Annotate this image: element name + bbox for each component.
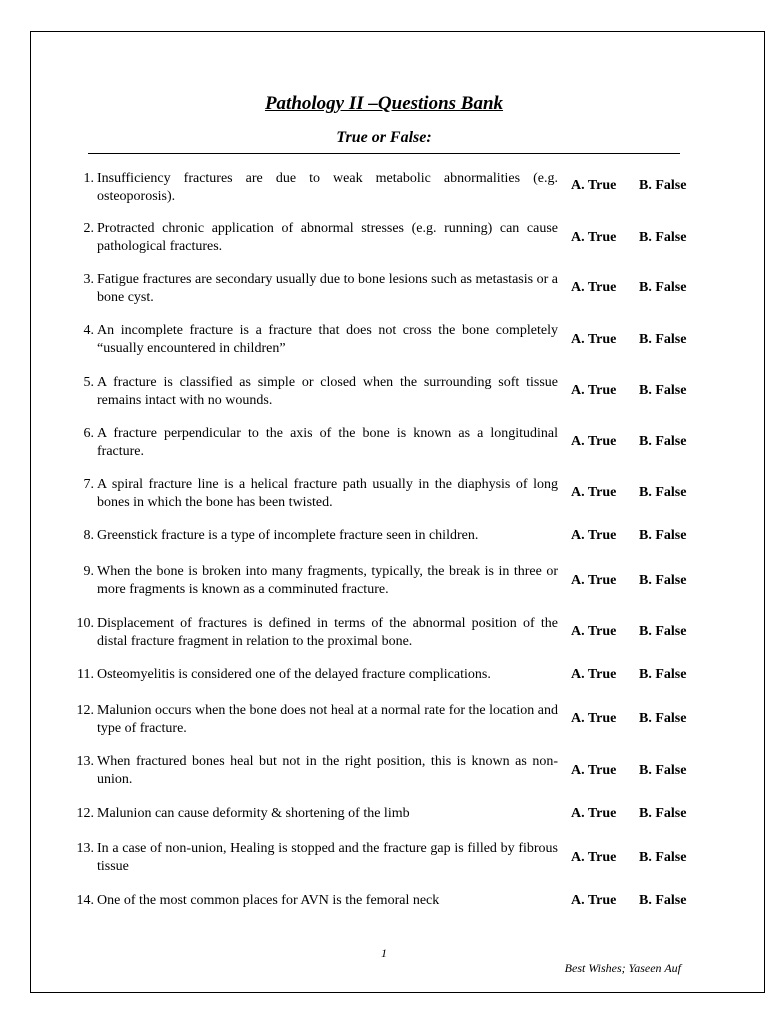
question-number: 3. — [83, 272, 94, 287]
option-false[interactable]: B. False — [639, 230, 687, 245]
question-number: 1. — [83, 171, 94, 186]
question-text: Fatigue fractures are secondary usually due to bone lesions such as metastasis or a bone cyst. — [97, 272, 558, 305]
option-true[interactable]: A. True — [571, 485, 617, 500]
question-text: Insufficiency fractures are due to weak metabolic abnormalities (e.g. osteoporosis). — [97, 171, 558, 204]
question-text: Malunion occurs when the bone does not heal at a normal rate for the location and type of fracture. — [97, 703, 558, 736]
question-number: 12. — [76, 703, 94, 718]
question-number: 5. — [83, 375, 94, 390]
option-true[interactable]: A. True — [571, 528, 617, 543]
option-true[interactable]: A. True — [571, 178, 617, 193]
question-number: 14. — [76, 893, 94, 908]
question-text: One of the most common places for AVN is the femoral neck — [97, 893, 440, 908]
option-false[interactable]: B. False — [639, 850, 687, 865]
question-text: Protracted chronic application of abnormal stresses (e.g. running) can cause pathological fractures. — [97, 221, 558, 254]
question-number: 13. — [76, 754, 94, 769]
question-text: In a case of non-union, Healing is stopped and the fracture gap is filled by fibrous tissue — [97, 841, 558, 874]
option-true[interactable]: A. True — [571, 806, 617, 821]
option-true[interactable]: A. True — [571, 711, 617, 726]
option-true[interactable]: A. True — [571, 893, 617, 908]
question-number: 7. — [83, 477, 94, 492]
option-true[interactable]: A. True — [571, 280, 617, 295]
option-false[interactable]: B. False — [639, 763, 687, 778]
question-text: When the bone is broken into many fragments, typically, the break is in three or more fragments is known as a comminuted fracture. — [97, 564, 558, 597]
option-true[interactable]: A. True — [571, 332, 617, 347]
question-number: 9. — [83, 564, 94, 579]
question-text: A fracture perpendicular to the axis of the bone is known as a longitudinal fracture. — [97, 426, 558, 459]
question-text: Displacement of fractures is defined in terms of the abnormal position of the distal fracture fragment in relation to the proximal bone. — [97, 616, 558, 649]
question-number: 2. — [83, 221, 94, 236]
option-false[interactable]: B. False — [639, 528, 687, 543]
question-text: A spiral fracture line is a helical fracture path usually in the diaphysis of long bones in which the bone has been twisted. — [97, 477, 558, 510]
question-number: 13. — [76, 841, 94, 856]
option-true[interactable]: A. True — [571, 573, 617, 588]
option-true[interactable]: A. True — [571, 624, 617, 639]
option-true[interactable]: A. True — [571, 667, 617, 682]
option-false[interactable]: B. False — [639, 573, 687, 588]
question-number: 12. — [76, 806, 94, 821]
option-true[interactable]: A. True — [571, 434, 617, 449]
section-subtitle: True or False: — [336, 129, 432, 146]
footer-signature: Best Wishes; Yaseen Auf — [564, 961, 681, 975]
question-number: 4. — [83, 323, 94, 338]
option-true[interactable]: A. True — [571, 850, 617, 865]
option-false[interactable]: B. False — [639, 280, 687, 295]
option-false[interactable]: B. False — [639, 624, 687, 639]
option-false[interactable]: B. False — [639, 806, 687, 821]
question-number: 8. — [83, 528, 94, 543]
option-false[interactable]: B. False — [639, 893, 687, 908]
option-true[interactable]: A. True — [571, 763, 617, 778]
question-text: When fractured bones heal but not in the right position, this is known as non-union. — [97, 754, 558, 787]
option-false[interactable]: B. False — [639, 434, 687, 449]
question-number: 11. — [77, 667, 94, 682]
question-text: Greenstick fracture is a type of incomplete fracture seen in children. — [97, 528, 479, 543]
page-number: 1 — [381, 946, 387, 960]
option-false[interactable]: B. False — [639, 667, 687, 682]
question-number: 6. — [83, 426, 94, 441]
option-true[interactable]: A. True — [571, 383, 617, 398]
document-title: Pathology II –Questions Bank — [264, 93, 504, 114]
option-false[interactable]: B. False — [639, 178, 687, 193]
option-false[interactable]: B. False — [639, 332, 687, 347]
option-false[interactable]: B. False — [639, 383, 687, 398]
question-text: Malunion can cause deformity & shortening of the limb — [97, 806, 410, 821]
question-text: Osteomyelitis is considered one of the delayed fracture complications. — [97, 667, 491, 682]
question-text: An incomplete fracture is a fracture that does not cross the bone completely “usually encountered in children” — [97, 323, 558, 356]
option-true[interactable]: A. True — [571, 230, 617, 245]
option-false[interactable]: B. False — [639, 485, 687, 500]
option-false[interactable]: B. False — [639, 711, 687, 726]
question-number: 10. — [76, 616, 94, 631]
question-text: A fracture is classified as simple or closed when the surrounding soft tissue remains intact with no wounds. — [97, 375, 558, 408]
